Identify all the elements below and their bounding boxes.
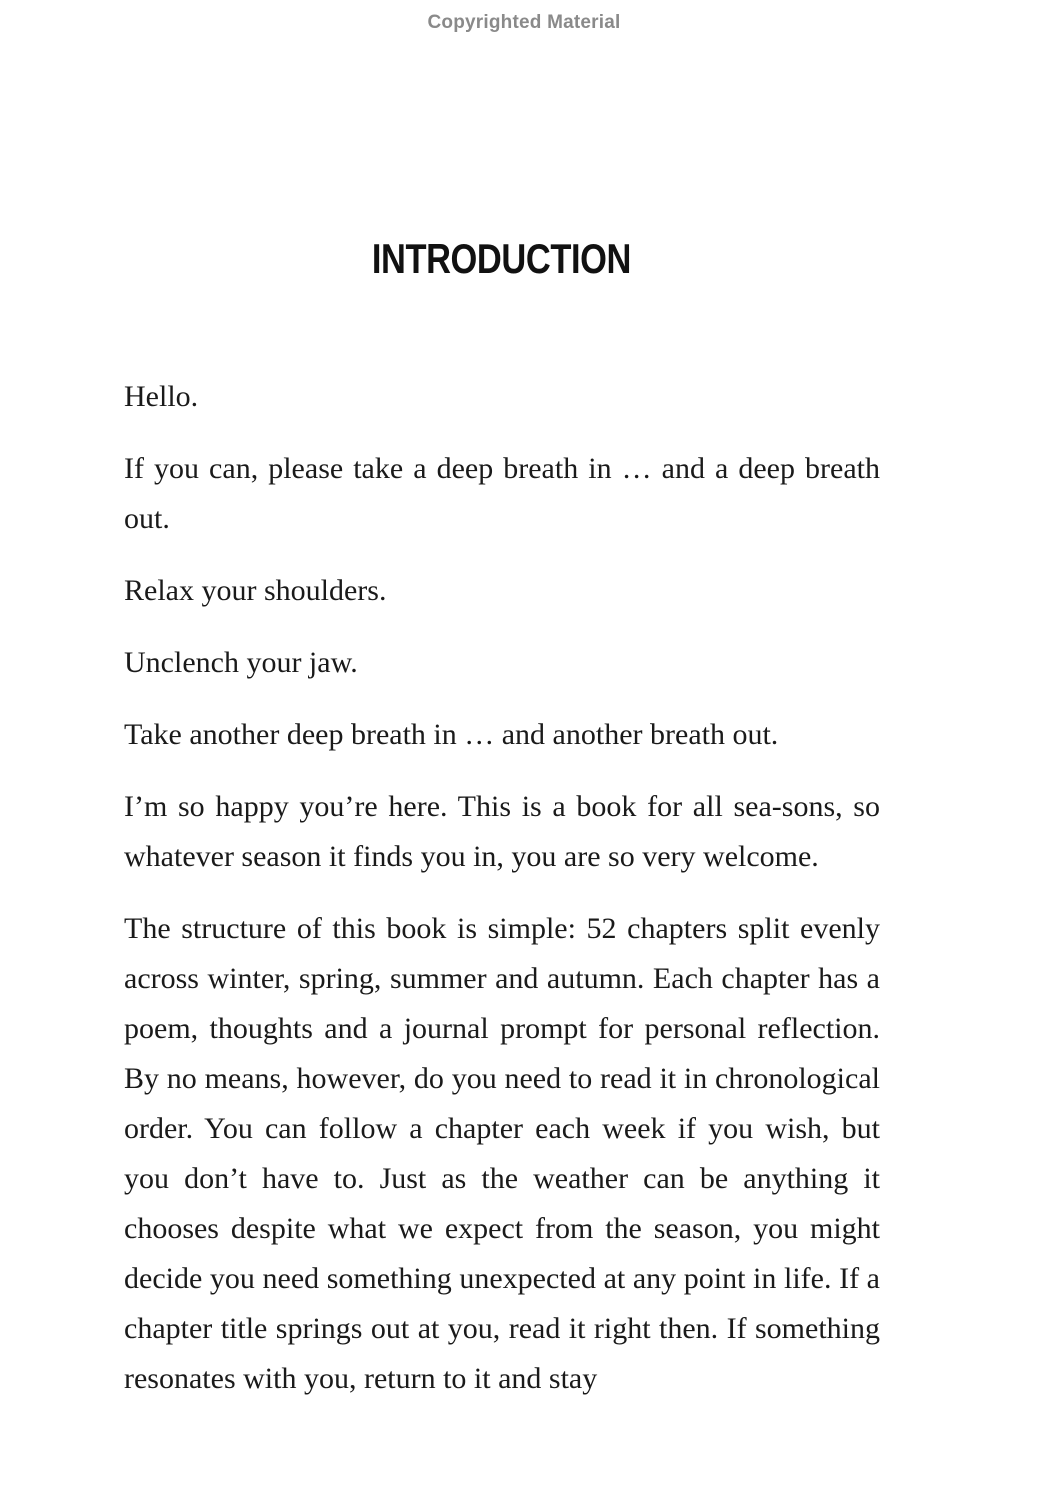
paragraph-welcome: I’m so happy you’re here. This is a book for all sea-sons, so whatever season it finds you in, you are so very welcome. [124, 790, 880, 873]
paragraph-relax-shoulders: Relax your shoulders. [124, 574, 387, 607]
paragraph-another-breath: Take another deep breath in … and another breath out. [124, 718, 779, 751]
paragraph-deep-breath: If you can, please take a deep breath in … and a deep breath out. [124, 452, 880, 535]
body-text [124, 372, 880, 1404]
paragraph-unclench-jaw: Unclench your jaw. [124, 646, 358, 679]
paragraph-book-structure: The structure of this book is simple: 52 chapters split evenly across winter, spring, summer and autumn. Each chapter has a poem, thoughts and a journal prompt for personal reflection. By no means, however, do you need to read it in chronological order. You can follow a chapter each week if you wish, but you don’t have to. Just as the weather can be anything it chooses despite what we expect from the season, you might decide you need something unexpected at any point in life. If a chapter title springs out at you, read it right then. If something resonates with you, return to it and stay [124, 912, 880, 1395]
chapter-title: INTRODUCTION [371, 235, 631, 283]
paragraph-greeting: Hello. [124, 380, 199, 413]
copyright-watermark: Copyrighted Material [427, 12, 621, 33]
